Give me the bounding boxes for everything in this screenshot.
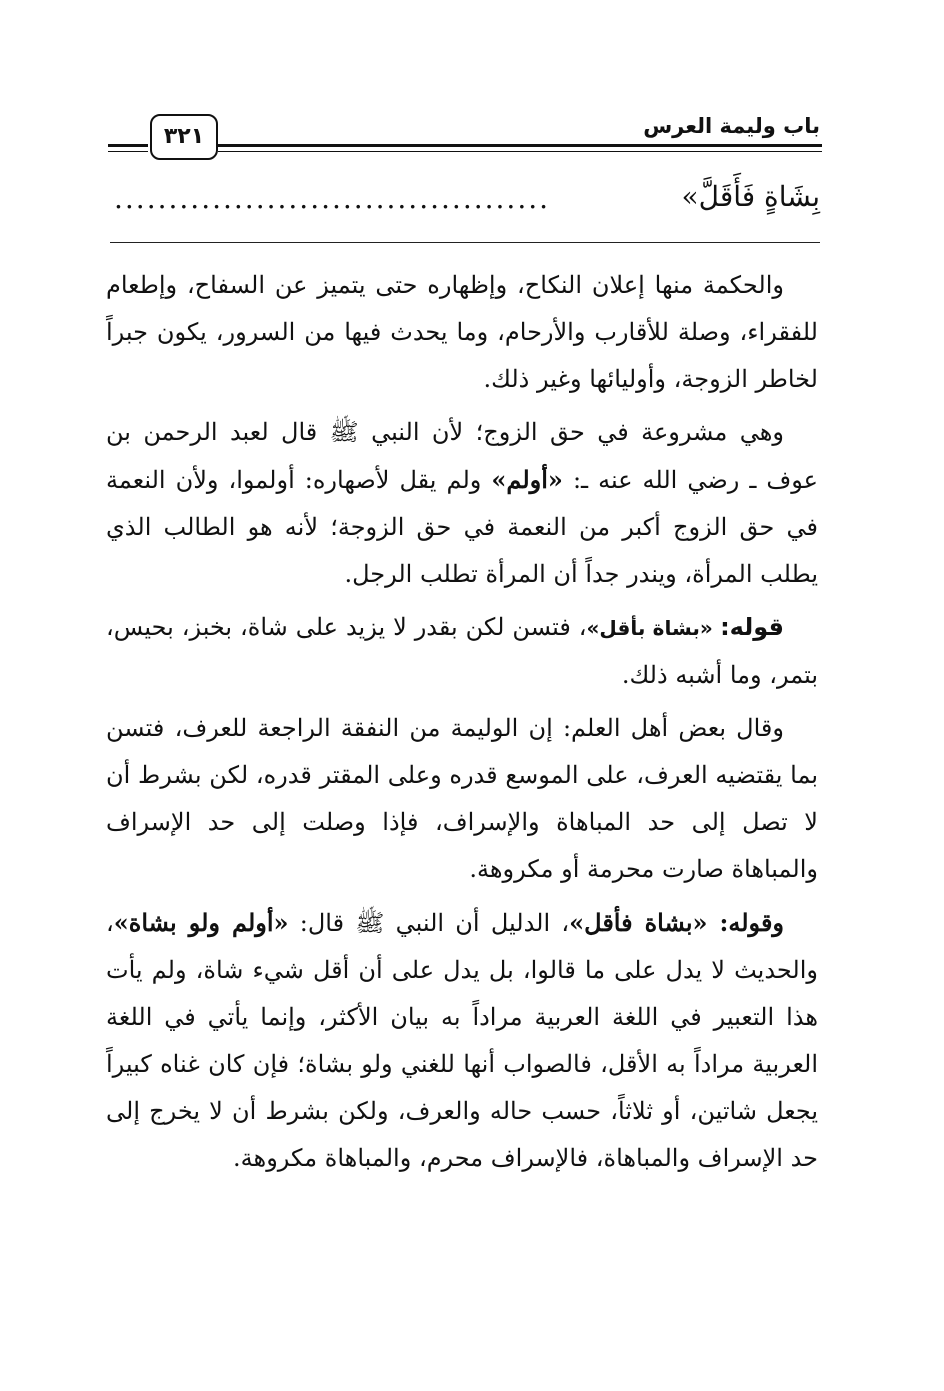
matn-divider [110,242,820,243]
paragraph-5-text-a: ، الدليل أن النبي ﷺ قال: [288,909,570,937]
paragraph-2-quote: «أولم» [491,465,563,494]
paragraph-4: وقال بعض أهل العلم: إن الوليمة من النفقة الراجعة للعرف، فتسن بما يقتضيه العرف، على الموسع قدره وعلى المقتر قدره، لكن بشرط أن لا تصل إلى حد المباهاة والإسراف، فإذا وصلت إلى حد الإسراف والمباهاة صارت محرمة أو مكروهة. [106,714,818,883]
paragraph-1: والحكمة منها إعلان النكاح، وإظهاره حتى يتميز عن السفاح، وإطعام للفقراء، وصلة للأقارب والأرحام، وما يحدث فيها من السرور، يكون جبراً لخاطر الزوجة، وأوليائها وغير ذلك. [106,271,818,393]
paragraph-3-quote: «بشاة بأقل» [586,616,721,640]
paragraph-3-text: ، فتسن لكن بقدر لا يزيد على شاة، بخبز، بحيس، بتمر، وما أشبه ذلك. [106,613,818,689]
matn-fragment-dots: ........................................ [114,182,551,215]
paragraph-5-quote-1: «بشاة فأقل» [569,908,708,937]
chapter-title: باب وليمة العرس [643,114,820,138]
paragraph-2-text-a: وهي مشروعة في حق الزوج؛ لأن النبي ﷺ قال لعبد الرحمن بن عوف ـ رضي الله عنه ـ: [106,418,818,494]
matn-fragment-text: بِشَاةٍ فَأَقَلَّ» [681,180,820,213]
paragraph-2-text-b: ولم يقل لأصهاره: أولموا، ولأن النعمة في حق الزوج أكبر من النعمة في حق الزوجة؛ لأنه هو الطالب الذي يطلب المرأة، ويندر جداً أن المرأة تطلب الرجل. [106,466,818,588]
matn-fragment [108,178,822,228]
header-rule-right-thin [218,151,822,152]
header-rule-left [108,144,148,147]
header-rule-left-thin [108,151,148,152]
paragraph-5 [106,899,818,1182]
paragraph-2 [106,409,818,598]
paragraph-3 [106,604,818,699]
page-number: ٣٢١ [150,114,218,160]
header-rule-right [218,144,822,147]
commentary-body [106,262,818,1188]
page-header [108,108,822,168]
paragraph-3-lead: قوله: [720,613,784,641]
paragraph-5-lead: وقوله: [707,908,785,937]
paragraph-5-quote-2: «أولم ولو بشاة» [113,908,289,937]
paragraph-5-text-b: ، والحديث لا يدل على ما قالوا، بل يدل على أن أقل شيء شاة، ولم يأت هذا التعبير في اللغة العربية مراداً به بيان الأكثر، وإنما يأتي في اللغة العربية مراداً به الأقل، فالصواب أنها للغني ولو بشاة؛ فإن كان غناه كبيراً يجعل شاتين، أو ثلاثاً، حسب حاله والعرف، ولكن بشرط أن لا يخرج إلى حد الإسراف والمباهاة، فالإسراف محرم، والمباهاة مكروهة. [106,909,818,1172]
